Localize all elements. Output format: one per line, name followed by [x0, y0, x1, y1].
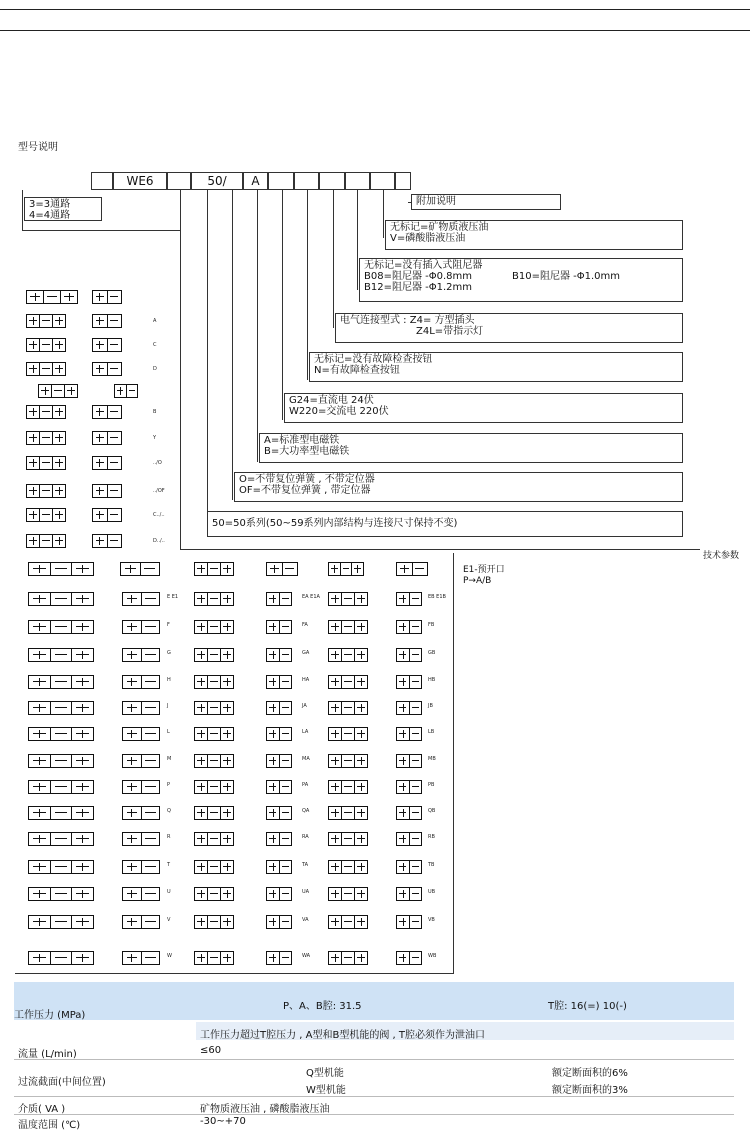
- valve-symbol-icon: [328, 648, 368, 662]
- valve-symbol-icon: [266, 754, 292, 768]
- function-letter: C../..: [153, 512, 165, 518]
- valve-symbol-icon: [266, 780, 292, 794]
- valve-symbol-icon: [122, 860, 160, 874]
- valve-symbol-icon: [266, 648, 292, 662]
- function-letter: JA: [302, 703, 307, 709]
- connector-line: [180, 549, 700, 550]
- valve-symbol-icon: [122, 592, 160, 606]
- code-box: [319, 172, 345, 190]
- function-letter: WA: [302, 953, 311, 959]
- valve-symbol-icon: [122, 648, 160, 662]
- valve-symbol-icon: [396, 806, 422, 820]
- valve-symbol-icon: [28, 832, 94, 846]
- temp-label: 温度范围 (℃): [18, 1120, 81, 1131]
- valve-symbol-icon: [194, 727, 234, 741]
- valve-symbol-icon: [38, 384, 78, 398]
- code-box: [268, 172, 294, 190]
- damper-none: 无标记=没有插入式阻尼器: [364, 260, 483, 271]
- valve-symbol-icon: [194, 562, 234, 576]
- function-letter: HB: [428, 677, 436, 683]
- valve-symbol-icon: [266, 806, 292, 820]
- connector-line: [383, 190, 384, 238]
- valve-symbol-icon: [266, 701, 292, 715]
- valve-symbol-icon: [328, 727, 368, 741]
- valve-symbol-icon: [28, 887, 94, 901]
- medium-label: 介质( VA ): [18, 1104, 66, 1115]
- function-letter: RB: [428, 834, 435, 840]
- pressure-label: 工作压力 (MPa): [14, 1010, 86, 1021]
- valve-symbol-icon: [92, 508, 122, 522]
- valve-symbol-icon: [396, 915, 422, 929]
- valve-symbol-icon: [266, 592, 292, 606]
- function-letter: ../OF: [153, 488, 165, 494]
- valve-symbol-icon: [28, 806, 94, 820]
- function-letter: MB: [428, 756, 436, 762]
- valve-symbol-icon: [122, 915, 160, 929]
- valve-symbol-icon: [28, 701, 94, 715]
- function-letter: Q: [167, 808, 171, 814]
- valve-symbol-icon: [194, 887, 234, 901]
- code-box: [370, 172, 395, 190]
- valve-symbol-icon: [328, 620, 368, 634]
- function-letter: PA: [302, 782, 309, 788]
- valve-symbol-icon: [328, 915, 368, 929]
- valve-symbol-icon: [328, 951, 368, 965]
- function-letter: HA: [302, 677, 310, 683]
- function-letter: QB: [428, 808, 436, 814]
- valve-symbol-icon: [92, 405, 122, 419]
- valve-symbol-icon: [194, 701, 234, 715]
- function-letter: FA: [302, 622, 308, 628]
- valve-symbol-icon: [266, 562, 298, 576]
- section-title: 型号说明: [18, 142, 58, 153]
- function-letter: UB: [428, 889, 436, 895]
- connector-line: [307, 190, 308, 380]
- flow-label: 流量 (L/min): [18, 1049, 77, 1060]
- valve-symbol-icon: [92, 314, 122, 328]
- note-e1: E1-预开口 P→A/B: [463, 565, 505, 586]
- function-letter: R: [167, 834, 171, 840]
- valve-symbol-icon: [28, 951, 94, 965]
- option-damper: [359, 258, 683, 302]
- valve-symbol-icon: [194, 860, 234, 874]
- function-letter: V: [167, 917, 171, 923]
- valve-symbol-icon: [122, 887, 160, 901]
- valve-symbol-icon: [194, 648, 234, 662]
- flow-value: ≤60: [200, 1045, 222, 1056]
- function-letter: EA E1A: [302, 594, 320, 600]
- code-box: [345, 172, 370, 190]
- option-series: 50=50系列(50~59系列内部结构与连接尺寸保持不变): [207, 511, 683, 537]
- function-letter: D: [153, 366, 157, 372]
- valve-symbol-icon: [396, 887, 422, 901]
- w-label: W型机能: [306, 1085, 346, 1096]
- valve-symbol-icon: [396, 701, 422, 715]
- pressure-t: T腔: 16(=) 10(-): [548, 1001, 627, 1012]
- valve-symbol-icon: [396, 592, 422, 606]
- code-box: [395, 172, 411, 190]
- function-letter: D../..: [153, 538, 165, 544]
- top-rule: [0, 9, 750, 31]
- valve-symbol-icon: [396, 727, 422, 741]
- valve-symbol-icon: [266, 915, 292, 929]
- connector-line: [22, 230, 180, 231]
- function-letter: UA: [302, 889, 310, 895]
- valve-symbol-icon: [92, 338, 122, 352]
- valve-symbol-icon: [396, 675, 422, 689]
- valve-symbol-icon: [26, 290, 78, 304]
- function-letter: J: [167, 703, 169, 709]
- function-letter: Y: [153, 435, 157, 441]
- q-value: 额定断面积的6%: [552, 1068, 628, 1079]
- valve-symbol-icon: [26, 456, 66, 470]
- valve-symbol-icon: [92, 290, 122, 304]
- function-letter: H: [167, 677, 171, 683]
- option-voltage: G24=直流电 24伏 W220=交流电 220伏: [284, 393, 683, 423]
- valve-symbol-icon: [194, 780, 234, 794]
- valve-symbol-icon: [328, 754, 368, 768]
- valve-symbol-icon: [122, 620, 160, 634]
- option-override: 无标记=没有故障检查按钮 N=有故障检查按钮: [309, 352, 683, 382]
- function-letter: WB: [428, 953, 437, 959]
- valve-symbol-icon: [328, 701, 368, 715]
- valve-symbol-icon: [328, 592, 368, 606]
- valve-symbol-icon: [194, 592, 234, 606]
- valve-symbol-icon: [28, 915, 94, 929]
- function-letter: EB E1B: [428, 594, 446, 600]
- connector-line: [232, 190, 233, 500]
- function-letter: VA: [302, 917, 309, 923]
- connector-line: [333, 190, 334, 328]
- valve-symbol-icon: [266, 832, 292, 846]
- valve-symbol-icon: [120, 562, 160, 576]
- valve-symbol-icon: [28, 754, 94, 768]
- function-letter: RA: [302, 834, 309, 840]
- valve-symbol-icon: [266, 727, 292, 741]
- valve-symbol-icon: [396, 951, 422, 965]
- function-letter: W: [167, 953, 172, 959]
- valve-symbol-icon: [114, 384, 138, 398]
- function-letter: F: [167, 622, 170, 628]
- valve-symbol-icon: [28, 727, 94, 741]
- valve-symbol-icon: [328, 887, 368, 901]
- code-box: [167, 172, 191, 190]
- option-ports: 3=3通路 4=4通路: [24, 197, 102, 221]
- function-letter: VB: [428, 917, 435, 923]
- valve-symbol-icon: [396, 860, 422, 874]
- valve-symbol-icon: [328, 780, 368, 794]
- valve-symbol-icon: [396, 562, 428, 576]
- connector-line: [180, 190, 181, 550]
- valve-symbol-icon: [328, 806, 368, 820]
- section-label: 过流截面(中间位置): [18, 1077, 106, 1088]
- valve-symbol-icon: [266, 951, 292, 965]
- valve-symbol-icon: [122, 780, 160, 794]
- temp-value: -30~+70: [200, 1116, 246, 1127]
- valve-symbol-icon: [28, 675, 94, 689]
- valve-symbol-icon: [92, 484, 122, 498]
- medium-value: 矿物质液压油 , 磷酸脂液压油: [200, 1104, 330, 1115]
- damper-b12: B12=阻尼器 -Φ1.2mm: [364, 282, 473, 293]
- pressure-pab: P、A、B腔: 31.5: [283, 1001, 362, 1012]
- function-letter: LB: [428, 729, 435, 735]
- valve-symbol-icon: [396, 832, 422, 846]
- valve-symbol-icon: [28, 780, 94, 794]
- function-letter: MA: [302, 756, 310, 762]
- q-label: Q型机能: [306, 1068, 344, 1079]
- function-letter: P: [167, 782, 171, 788]
- function-letter: FB: [428, 622, 435, 628]
- function-letter: U: [167, 889, 171, 895]
- tech-params-label: 技术参数: [703, 551, 740, 561]
- function-letter: QA: [302, 808, 310, 814]
- pressure-note: 工作压力超过T腔压力 , A型和B型机能的阀 , T腔必须作为泄油口: [200, 1030, 485, 1041]
- valve-symbol-icon: [122, 806, 160, 820]
- valve-symbol-icon: [26, 484, 66, 498]
- option-spring: O=不带复位弹簧 , 不带定位器 OF=不带复位弹簧 , 带定位器: [234, 472, 683, 502]
- function-letter: L: [167, 729, 170, 735]
- valve-symbol-icon: [26, 338, 66, 352]
- spec-divider: [14, 1040, 734, 1060]
- valve-symbol-icon: [26, 405, 66, 419]
- valve-symbol-icon: [122, 701, 160, 715]
- function-letter: M: [167, 756, 172, 762]
- valve-symbol-icon: [328, 562, 364, 576]
- valve-symbol-icon: [28, 592, 94, 606]
- valve-symbol-icon: [328, 675, 368, 689]
- valve-symbol-icon: [396, 620, 422, 634]
- valve-symbol-icon: [194, 832, 234, 846]
- valve-symbol-icon: [266, 887, 292, 901]
- option-electrical: [335, 313, 683, 343]
- valve-symbol-icon: [26, 534, 66, 548]
- valve-symbol-icon: [396, 780, 422, 794]
- valve-symbol-icon: [328, 832, 368, 846]
- connector-line: [257, 190, 258, 462]
- function-letter: G: [167, 650, 171, 656]
- valve-symbol-icon: [194, 620, 234, 634]
- valve-symbol-icon: [28, 648, 94, 662]
- connector-line: [207, 190, 208, 532]
- valve-symbol-icon: [396, 754, 422, 768]
- valve-symbol-icon: [92, 431, 122, 445]
- function-letter: GA: [302, 650, 310, 656]
- valve-symbol-icon: [194, 675, 234, 689]
- option-extra: 附加说明: [411, 194, 561, 210]
- valve-symbol-icon: [396, 648, 422, 662]
- function-letter: LA: [302, 729, 309, 735]
- damper-row: [364, 271, 678, 282]
- option-solenoid: A=标准型电磁铁 B=大功率型电磁铁: [259, 433, 683, 463]
- valve-symbol-icon: [122, 754, 160, 768]
- valve-symbol-icon: [92, 456, 122, 470]
- function-letter: A: [153, 318, 157, 324]
- valve-symbol-icon: [266, 620, 292, 634]
- connector-line: [357, 190, 358, 290]
- function-letter: B: [153, 409, 157, 415]
- elec-z4l: Z4L=带指示灯: [416, 326, 484, 337]
- valve-symbol-icon: [122, 832, 160, 846]
- valve-symbol-icon: [26, 431, 66, 445]
- function-letter: TA: [302, 862, 309, 868]
- valve-symbol-icon: [122, 727, 160, 741]
- valve-symbol-icon: [194, 915, 234, 929]
- code-box: 50/: [191, 172, 243, 190]
- valve-symbol-icon: [122, 951, 160, 965]
- valve-symbol-icon: [194, 754, 234, 768]
- w-value: 额定断面积的3%: [552, 1085, 628, 1096]
- valve-symbol-icon: [92, 362, 122, 376]
- valve-symbol-icon: [92, 534, 122, 548]
- valve-symbol-icon: [194, 951, 234, 965]
- elec-z4: 电气连接型式 : Z4= 方型插头: [340, 315, 475, 326]
- valve-symbol-icon: [28, 562, 94, 576]
- valve-symbol-icon: [26, 508, 66, 522]
- valve-symbol-icon: [194, 806, 234, 820]
- damper-b10: B10=阻尼器 -Φ1.0mm: [512, 271, 621, 282]
- function-letter: PB: [428, 782, 435, 788]
- code-box: A: [243, 172, 268, 190]
- function-letter: C: [153, 342, 157, 348]
- function-letter: JB: [428, 703, 433, 709]
- damper-b08: B08=阻尼器 -Φ0.8mm: [364, 271, 473, 282]
- valve-symbol-icon: [266, 860, 292, 874]
- option-fluid: 无标记=矿物质液压油 V=磷酸脂液压油: [385, 220, 683, 250]
- code-box: WE6: [113, 172, 167, 190]
- valve-symbol-icon: [122, 675, 160, 689]
- valve-symbol-icon: [28, 620, 94, 634]
- code-box: [294, 172, 319, 190]
- connector-line: [22, 190, 23, 230]
- spec-divider: [14, 1097, 734, 1115]
- function-letter: GB: [428, 650, 436, 656]
- valve-symbol-icon: [266, 675, 292, 689]
- function-letter: E E1: [167, 594, 179, 600]
- valve-symbol-icon: [26, 314, 66, 328]
- code-box: [91, 172, 113, 190]
- function-letter: TB: [428, 862, 435, 868]
- function-letter: ../O: [153, 460, 162, 466]
- function-letter: T: [167, 862, 171, 868]
- valve-symbol-icon: [28, 860, 94, 874]
- valve-symbol-icon: [26, 362, 66, 376]
- connector-line: [282, 190, 283, 420]
- valve-symbol-icon: [328, 860, 368, 874]
